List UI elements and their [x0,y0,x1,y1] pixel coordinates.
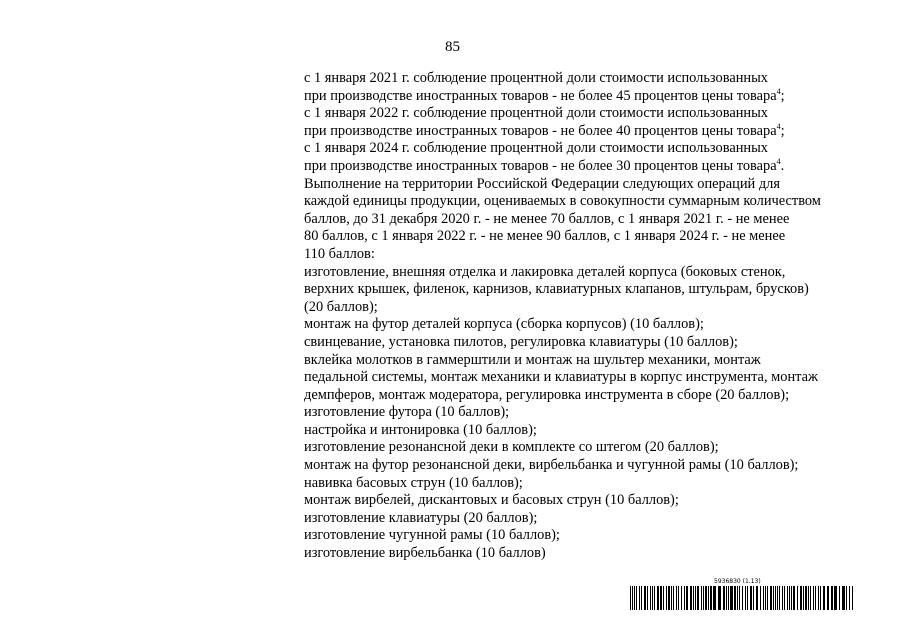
text-line-content: баллов, до 31 декабря 2020 г. - не менее 70 баллов, с 1 января 2021 г. - не менее [304,210,790,227]
footnote-marker: 4 [776,86,781,96]
barcode-bar [632,586,633,610]
barcode-bar [660,586,662,610]
barcode-bar [676,586,677,610]
text-line [304,299,864,317]
barcode-bar [690,586,692,610]
text-line-content: монтаж на футор резонансной деки, вирбельбанка и чугунной рамы (10 баллов); [304,457,799,474]
barcode-bar [808,586,809,610]
text-line-content: изготовление клавиатуры (20 баллов); [304,509,538,526]
barcode-bar [684,586,685,610]
barcode-bar [745,586,746,610]
text-line-content: монтаж вирбелей, дискантовых и басовых струн (10 баллов); [304,492,679,509]
text-line-content: монтаж на футор деталей корпуса (сборка корпусов) (10 баллов); [304,316,704,333]
text-line [304,510,864,528]
barcode-bar [849,586,850,610]
barcode-bar [747,586,748,610]
barcode-bar [636,586,637,610]
barcode-bar [654,586,655,610]
text-line [304,140,864,158]
text-line-content: с 1 января 2022 г. соблюдение процентной доли стоимости использованных [304,105,768,122]
barcode-bar [644,586,646,610]
text-line [304,404,864,422]
text-line [304,352,864,370]
barcode-bar [834,586,837,610]
text-line [304,334,864,352]
text-line-content: изготовление резонансной деки в комплекте со штегом (20 баллов); [304,439,719,456]
barcode-bar [793,586,795,610]
text-line [304,439,864,457]
text-line-content: изготовление чугунной рамы (10 баллов); [304,527,560,544]
barcode-bar [730,586,733,610]
line-punctuation: . [780,157,785,174]
barcode-bar [713,586,716,610]
barcode-bar [791,586,792,610]
barcode-bar [842,586,845,610]
barcode-bar [742,586,743,610]
barcode-bar [789,586,790,610]
barcode-bar [820,586,821,610]
barcode-bar [800,586,802,610]
barcode-bar [652,586,653,610]
text-line [304,492,864,510]
text-line [304,246,864,264]
barcode-bar [773,586,774,610]
text-line [304,158,864,176]
barcode-bar [797,586,798,610]
text-line [304,228,864,246]
barcode-bar [666,586,667,610]
barcode-bar [718,586,721,610]
text-line-content: верхних крышек, филенок, карнизов, клавиатурных клапанов, штульрам, брусков) [304,281,809,298]
barcode-bar [852,586,853,610]
barcode-bar [750,586,752,610]
barcode-bar [726,586,727,610]
barcode-bar [693,586,694,610]
footnote-marker: 4 [776,157,781,167]
barcode-bar [770,586,772,610]
line-punctuation: ; [780,87,785,104]
text-line [304,369,864,387]
text-line-content: педальной системы, монтаж механики и клавиатуры в корпус инструмента, монтаж [304,369,818,386]
barcode-bar [760,586,761,610]
barcode-bar [701,586,702,610]
barcode-bar [739,586,740,610]
line-punctuation: ; [780,122,785,139]
barcode-bar [827,586,829,610]
text-line-content: свинцевание, установка пилотов, регулировка клавиатуры (10 баллов); [304,333,738,350]
text-line [304,193,864,211]
text-line [304,422,864,440]
text-line-content: вклейка молотков в гаммерштили и монтаж на шультер механики, монтаж [304,351,761,368]
barcode-bar [815,586,816,610]
barcode-bar [647,586,648,610]
page-number: 85 [445,39,460,55]
barcode-caption: 5936830 (1.13) [714,578,761,585]
barcode-bar [697,586,699,610]
barcode-bar [763,586,764,610]
text-line-content: при производстве иностранных товаров - не более 30 процентов цены товара [304,157,777,174]
text-line-content: навивка басовых струн (10 баллов); [304,474,523,491]
barcode-bar [779,586,780,610]
barcode-bar [767,586,768,610]
text-line-content: Выполнение на территории Российской Федерации следующих операций для [304,175,780,192]
text-line-content: (20 баллов); [304,298,378,315]
text-line-content: с 1 января 2024 г. соблюдение процентной доли стоимости использованных [304,140,768,157]
barcode-bar [813,586,814,610]
text-line [304,176,864,194]
barcode-bar [703,586,704,610]
barcode-bar [753,586,754,610]
text-line [304,105,864,123]
barcode-bar [737,586,738,610]
text-line [304,387,864,405]
text-line-content: 110 баллов: [304,245,375,262]
barcode-bar [734,586,736,610]
barcode-bar [673,586,674,610]
barcode-bar [846,586,847,610]
barcode-bar [818,586,819,610]
text-line [304,211,864,229]
text-line-content: каждой единицы продукции, оцениваемых в совокупности суммарным количеством [304,193,821,210]
barcode-bar [634,586,635,610]
barcode-bar [663,586,664,610]
text-line [304,264,864,282]
text-line [304,475,864,493]
text-line-content: при производстве иностранных товаров - не более 40 процентов цены товара [304,122,777,139]
barcode-bars [630,586,857,610]
barcode-bar [775,586,776,610]
barcode-bar [708,586,709,610]
text-line-content: демпферов, монтаж модератора, регулировка инструмента в сборе (20 баллов); [304,386,790,403]
text-line [304,545,864,563]
barcode-bar [782,586,783,610]
text-line-content: с 1 января 2021 г. соблюдение процентной доли стоимости использованных [304,70,768,86]
barcode-bar [756,586,758,610]
text-line [304,527,864,545]
barcode-bar [823,586,825,610]
text-line [304,316,864,334]
barcode-bar [639,586,640,610]
barcode-bar [630,586,631,610]
text-line [304,123,864,141]
text-line [304,88,864,106]
barcode-bar [810,586,811,610]
barcode-bar [723,586,725,610]
barcode-bar [695,586,696,610]
text-line-content: при производстве иностранных товаров - не более 45 процентов цены товара [304,87,777,104]
barcode-bar [784,586,785,610]
barcode-bar [668,586,670,610]
barcode-bar [705,586,707,610]
text-line [304,281,864,299]
document-body [304,70,864,563]
barcode-bar [681,586,682,610]
barcode-bar [678,586,679,610]
barcode [630,578,857,612]
barcode-bar [671,586,672,610]
barcode-bar [777,586,778,610]
barcode-bar [710,586,712,610]
barcode-bar [765,586,766,610]
text-line [304,70,864,88]
barcode-bar [641,586,642,610]
barcode-bar [787,586,788,610]
text-line-content: изготовление вирбельбанка (10 баллов) [304,545,546,562]
barcode-bar [831,586,833,610]
barcode-bar [650,586,651,610]
footnote-marker: 4 [776,121,781,131]
barcode-bar [728,586,729,610]
barcode-bar [657,586,659,610]
text-line-content: изготовление, внешняя отделка и лакировка деталей корпуса (боковых стенок, [304,263,786,280]
barcode-bar [803,586,804,610]
barcode-bar [805,586,807,610]
text-line-content: изготовление футора (10 баллов); [304,404,510,421]
barcode-bar [839,586,840,610]
text-line-content: 80 баллов, с 1 января 2022 г. - не менее 90 баллов, с 1 января 2024 г. - не менее [304,228,786,245]
barcode-bar [686,586,688,610]
text-line [304,457,864,475]
text-line-content: настройка и интонировка (10 баллов); [304,421,537,438]
